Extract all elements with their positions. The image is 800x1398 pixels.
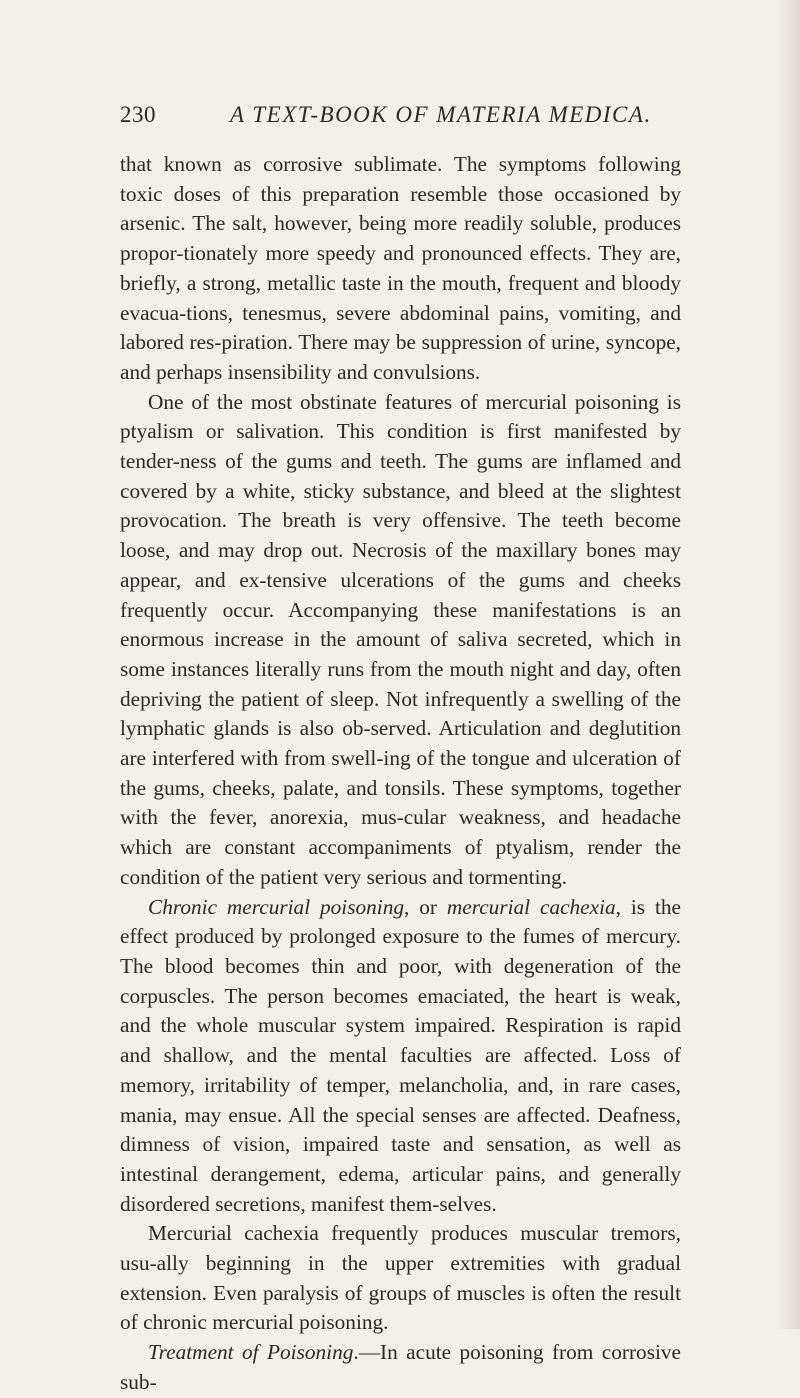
section-heading-treatment-of-poisoning: Treatment of Poisoning bbox=[148, 1340, 354, 1365]
running-title: A TEXT-BOOK OF MATERIA MEDICA. bbox=[230, 102, 652, 127]
paragraph-text: , is the effect produced by prolonged exposure to the fumes of mercury. The blood becomes thin and poor, with degeneration of the corpuscles. The person becomes emaciated, the heart is weak, and the whole muscular system impaired. Respiration is rapid and shallow, and the mental faculties are affected. Loss of memory, irritability of temper, melancholia, and, in rare cases, mania, may ensue. All the special senses are affected. Deafness, dimness of vision, impaired taste and sensation, as well as intestinal derangement, edema, articular pains, and generally disordered secretions, manifest them-selves. bbox=[120, 894, 682, 1216]
paragraph-chronic-poisoning bbox=[120, 893, 681, 1220]
italic-term-mercurial-cachexia: mercurial cachexia bbox=[446, 894, 616, 919]
page-number: 230 bbox=[120, 102, 156, 127]
paragraph-text: Mercurial cachexia frequently produces muscular tremors, usu-ally beginning in the upper extremities with gradual extension. Even paralysis of groups of muscles is often the result of chronic mercurial poisoning. bbox=[120, 1221, 681, 1335]
paragraph-ptyalism bbox=[120, 388, 681, 893]
paragraph-treatment bbox=[120, 1338, 681, 1397]
paragraph-muscular-tremors bbox=[120, 1219, 681, 1338]
term-connector: , or bbox=[404, 894, 447, 919]
body-text bbox=[120, 150, 681, 1398]
paragraph-corrosive-sublimate-symptoms bbox=[120, 150, 681, 388]
paragraph-text: that known as corrosive sublimate. The symptoms following toxic doses of this preparation resemble those occasioned by arsenic. The salt, however, being more readily soluble, produces propor-tionately more speedy and pronounced effects. They are, briefly, a strong, metallic taste in the mouth, frequent and bloody evacua-tions, tenesmus, severe abdominal pains, vomiting, and labored res-piration. There may be suppression of urine, syncope, and perhaps insensibility and convulsions. bbox=[120, 152, 681, 384]
page-edge-shadow bbox=[778, 0, 800, 1329]
paragraph-text: One of the most obstinate features of mercurial poisoning is ptyalism or salivation. This condition is first manifested by tender-ness of the gums and teeth. The gums are inflamed and covered by a white, sticky substance, and bleed at the slightest provocation. The breath is very offensive. The teeth become loose, and may drop out. Necrosis of the maxillary bones may appear, and ex-tensive ulcerations of the gums and cheeks frequently occur. Accompanying these manifestations is an enormous increase in the amount of saliva secreted, which in some instances literally runs from the mouth night and day, often depriving the patient of sleep. Not infrequently a swelling of the lymphatic glands is also ob-served. Articulation and deglutition are interfered with from swell-ing of the tongue and ulceration of the gums, cheeks, palate, and tonsils. These symptoms, together with the fever, anorexia, mus-cular weakness, and headache which are constant accompaniments of ptyalism, render the condition of the patient very serious and tormenting. bbox=[120, 389, 681, 889]
paragraph-text: .—In acute poisoning from corrosive sub- bbox=[120, 1340, 682, 1394]
italic-term-chronic-mercurial-poisoning: Chronic mercurial poisoning bbox=[148, 894, 405, 919]
page-header bbox=[120, 102, 680, 132]
